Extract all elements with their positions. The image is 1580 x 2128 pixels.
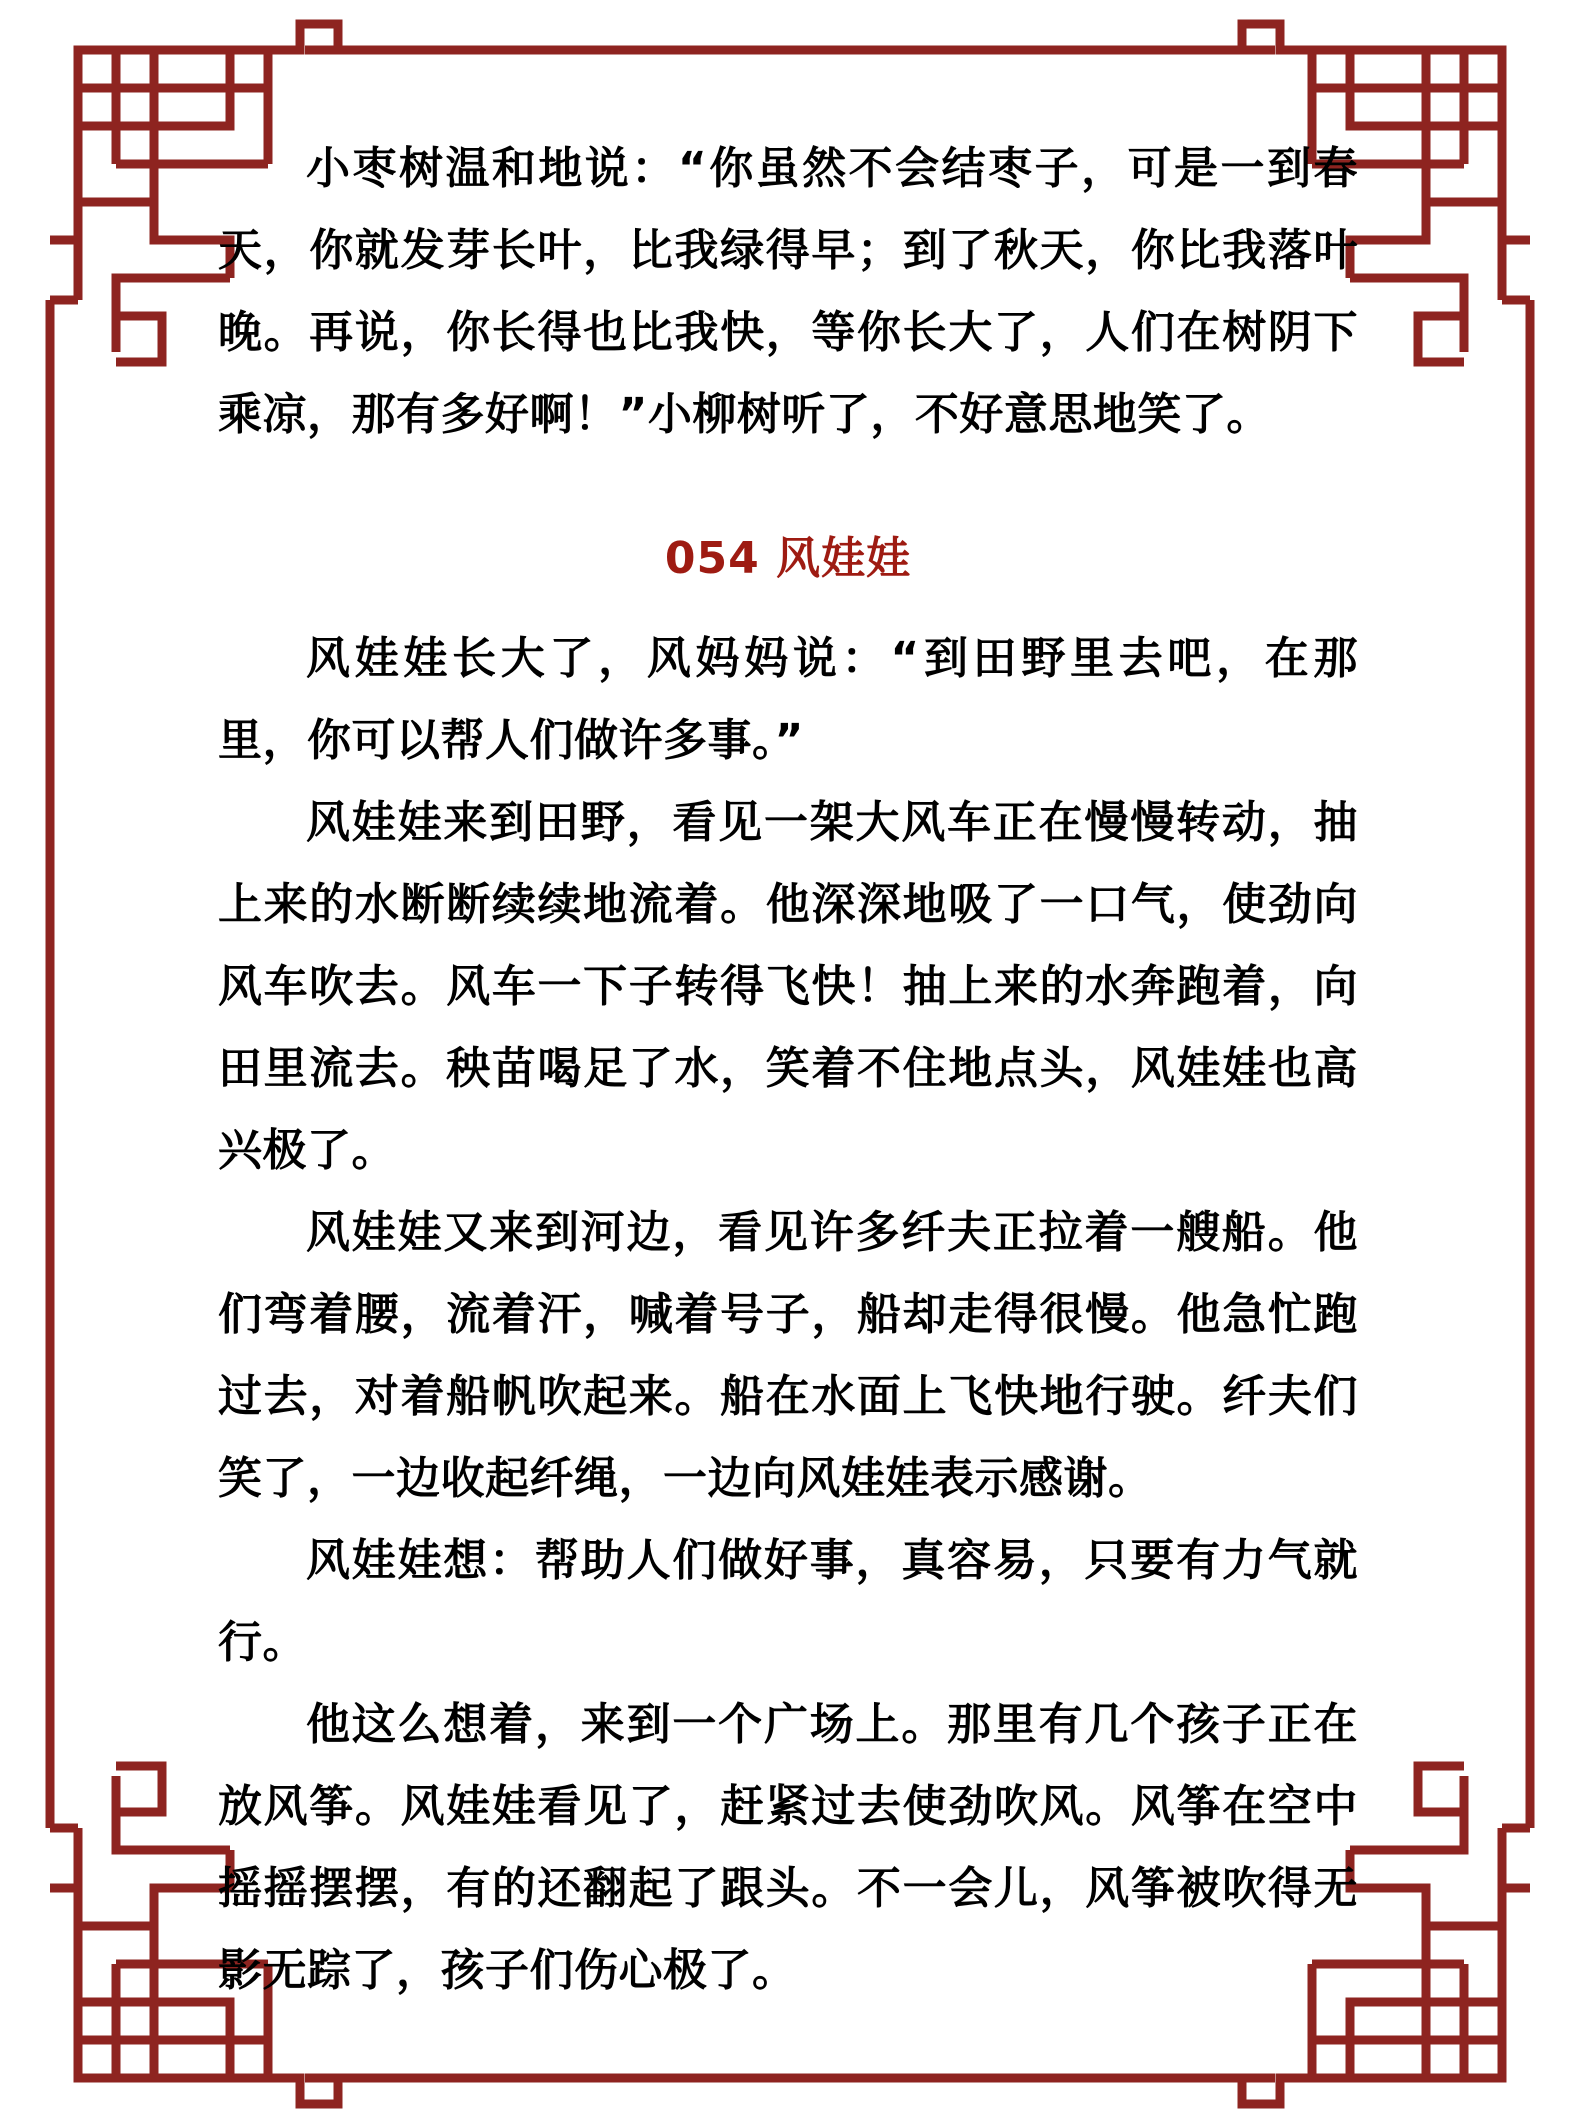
passage-body	[218, 128, 1358, 1996]
page-title: 054 风娃娃	[664, 533, 912, 584]
paragraph-2: 风娃娃来到田野，看见一架大风车正在慢慢转动，抽上来的水断断续续地流着。他深深地吸了一口气，使劲向风车吹去。风车一下子转得飞快！抽上来的水奔跑着，向田里流去。秧苗喝足了水，笑着不住地点头，风娃娃也高兴极了。	[218, 797, 1358, 1176]
title-spacer	[218, 600, 1358, 618]
paragraph-previous-story-ending: 小枣树温和地说：“你虽然不会结枣子，可是一到春天，你就发芽长叶，比我绿得早；到了秋天，你比我落叶晚。再说，你长得也比我快，等你长大了，人们在树阴下乘凉，那有多好啊！”小柳树听了，不好意思地笑了。	[218, 143, 1358, 440]
paragraph-4: 风娃娃想：帮助人们做好事，真容易，只要有力气就行。	[218, 1535, 1358, 1668]
paragraph-5: 他这么想着，来到一个广场上。那里有几个孩子正在放风筝。风娃娃看见了，赶紧过去使劲吹风。风筝在空中摇摇摆摆，有的还翻起了跟头。不一会儿，风筝被吹得无影无踪了，孩子们伤心极了。	[218, 1699, 1358, 1996]
paragraph-3: 风娃娃又来到河边，看见许多纤夫正拉着一艘船。他们弯着腰，流着汗，喊着号子，船却走得很慢。他急忙跑过去，对着船帆吹起来。船在水面上飞快地行驶。纤夫们笑了，一边收起纤绳，一边向风娃娃表示感谢。	[218, 1207, 1358, 1504]
paragraph-1: 风娃娃长大了，风妈妈说：“到田野里去吧，在那里，你可以帮人们做许多事。”	[218, 633, 1358, 766]
section-spacer	[218, 456, 1358, 518]
